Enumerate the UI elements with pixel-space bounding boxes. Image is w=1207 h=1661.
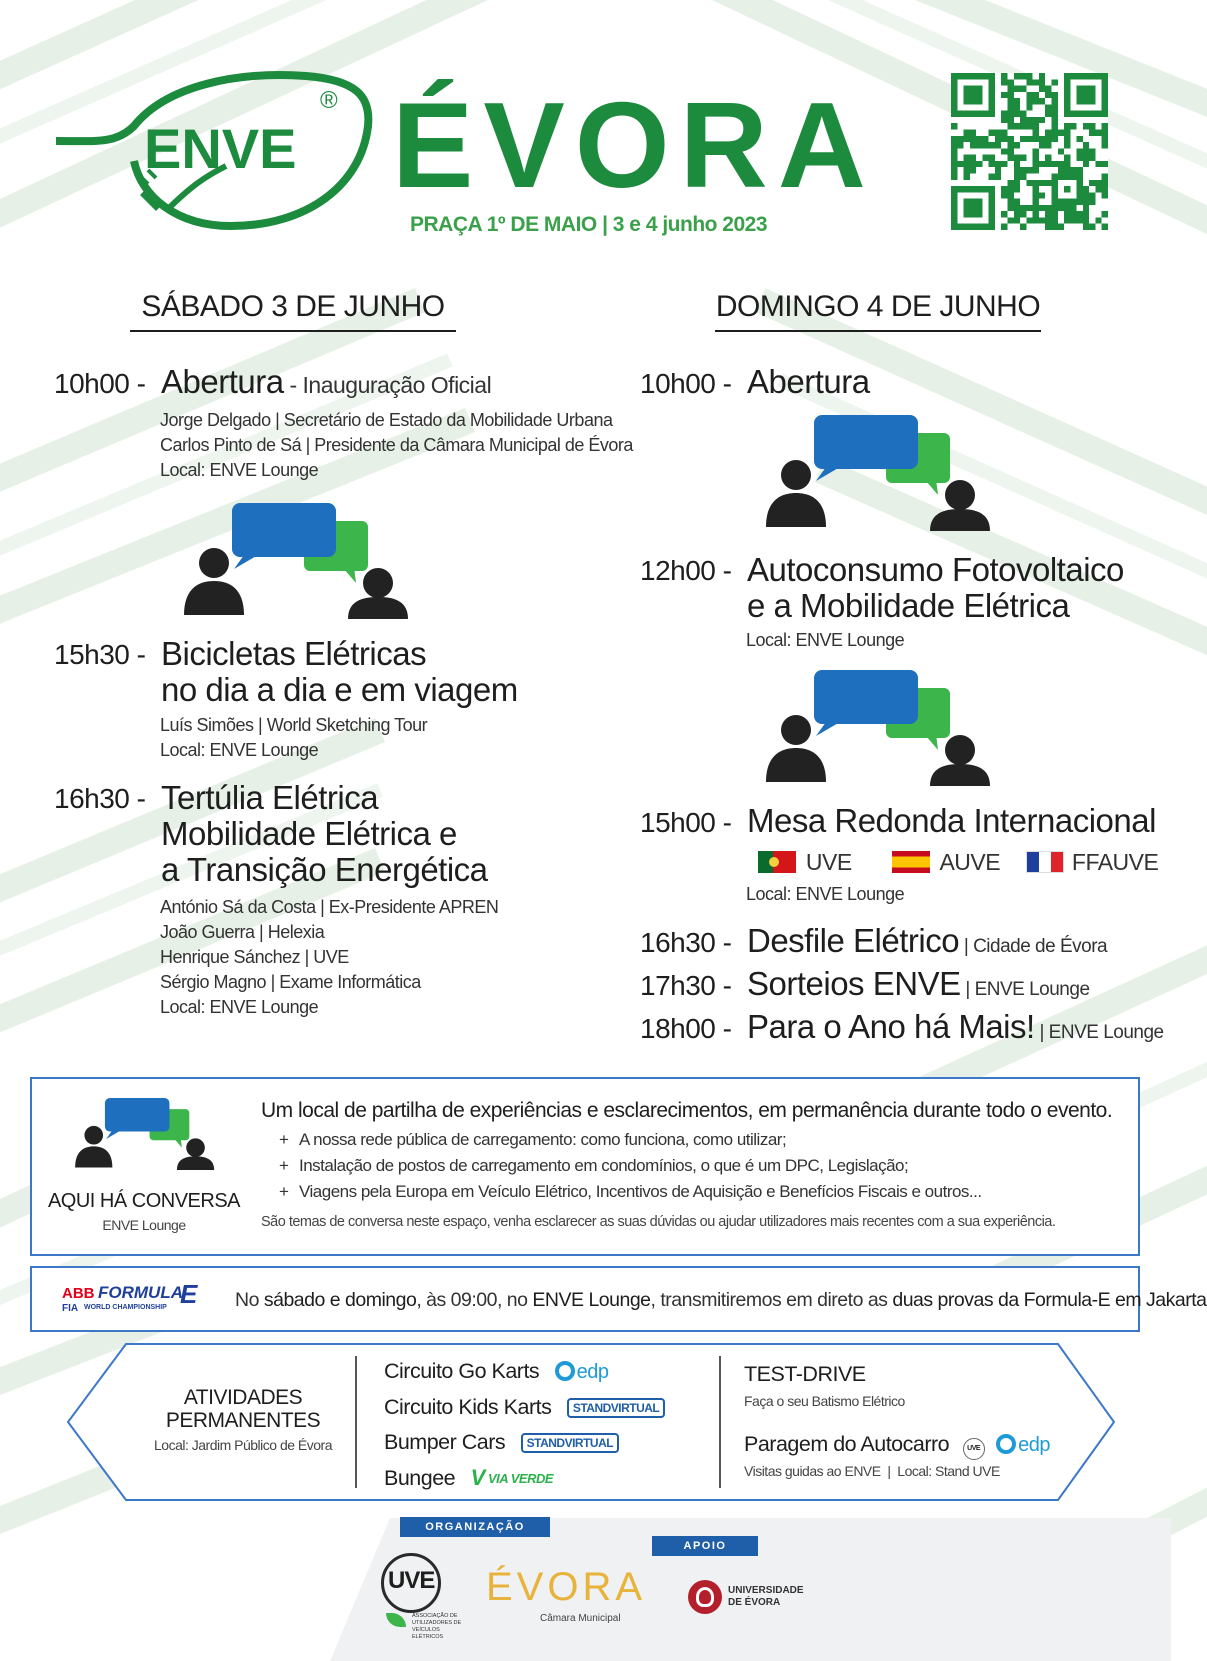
france-flag-icon	[1026, 851, 1064, 873]
sun-event-6	[747, 1009, 1164, 1045]
sun-event-3-details	[746, 882, 904, 907]
spain-flag-icon	[892, 851, 930, 873]
test-drive-sub: Faça o seu Batismo Elétrico	[744, 1393, 905, 1409]
org-auve: AUVE	[939, 849, 1001, 875]
detail-line: Local: ENVE Lounge	[160, 997, 319, 1017]
formula-e-logo: ABB FORMULA E FIA WORLD CHAMPIONSHIP	[62, 1279, 198, 1314]
conversation-icon	[184, 503, 414, 624]
sun-time-3: 15h00 -	[640, 807, 732, 838]
detail-line: Luís Simões | World Sketching Tour	[160, 715, 428, 735]
test-drive-title: TEST-DRIVE	[744, 1362, 866, 1386]
sat-event-2-title	[161, 636, 518, 708]
via-verde-logo: V VIA VERDE	[470, 1465, 554, 1490]
sat-event-1-title: Abertura	[161, 363, 284, 400]
title-line: e a Mobilidade Elétrica	[747, 587, 1070, 624]
conversa-label: AQUI HÁ CONVERSA	[47, 1190, 241, 1212]
org-ffauve: FFAUVE	[1071, 849, 1159, 875]
detail-line: João Guerra | Helexia	[160, 922, 325, 942]
uve-small-logo: UVE	[963, 1438, 985, 1460]
title-line: Bicicletas Elétricas	[161, 635, 427, 672]
detail-line: Local: ENVE Lounge	[746, 630, 905, 650]
conversa-headline: Um local de partilha de experiências e esclarecimentos, em permanência durante todo o evento.	[261, 1099, 1113, 1122]
sun-time-1: 10h00 -	[640, 368, 732, 399]
list-item: + A nossa rede pública de carregamento: como funciona, como utilizar;	[279, 1130, 787, 1149]
activities-location: Local: Jardim Público de Évora	[154, 1437, 332, 1453]
list-item: + Instalação de postos de carregamento em condomínios, o que é um DPC, Legislação;	[279, 1156, 909, 1175]
sun-event-4-place: | Cidade de Évora	[959, 936, 1108, 957]
list-item: Circuito Kids Karts STANDVIRTUAL	[384, 1390, 665, 1425]
org-tag: ORGANIZAÇÃO	[400, 1517, 550, 1537]
sunday-rule	[715, 330, 1041, 332]
detail-line: Sérgio Magno | Exame Informática	[160, 972, 421, 992]
detail-line: Local: ENVE Lounge	[160, 740, 319, 760]
sat-time-1: 10h00 -	[54, 368, 146, 399]
apoio-tag: APOIO	[652, 1536, 758, 1556]
sat-time-2: 15h30 -	[54, 639, 146, 670]
title-line: Autoconsumo Fotovoltaico	[747, 551, 1124, 588]
sat-event-1-details	[160, 408, 633, 483]
activities-list	[384, 1354, 665, 1496]
sun-time-5: 17h30 -	[640, 970, 732, 1001]
sun-event-5-title: Sorteios ENVE	[747, 965, 961, 1002]
sun-event-6-place: | ENVE Lounge	[1034, 1022, 1164, 1043]
event-title: ÉVORA	[392, 77, 876, 213]
universidade-evora-name: UNIVERSIDADE DE ÉVORA	[728, 1585, 804, 1608]
sun-event-2-details	[746, 628, 904, 653]
standvirtual-logo: STANDVIRTUAL	[521, 1433, 619, 1453]
list-item: + Viagens pela Europa em Veículo Elétrico, Incentivos de Aquisição e Benefícios Fiscais e outros...	[279, 1182, 982, 1201]
sun-time-2: 12h00 -	[640, 555, 732, 586]
qr-code[interactable]	[951, 73, 1108, 230]
evora-camara-sub: Câmara Municipal	[540, 1613, 621, 1624]
saturday-rule	[130, 330, 456, 332]
universidade-evora-logo	[688, 1580, 722, 1614]
list-item: Bungee V VIA VERDE	[384, 1460, 665, 1496]
enve-wordmark: ENVE	[144, 117, 297, 180]
conversa-sublabel: ENVE Lounge	[102, 1217, 186, 1233]
sat-time-3: 16h30 -	[54, 783, 146, 814]
conversation-icon	[766, 415, 996, 536]
detail-line: Henrique Sánchez | UVE	[160, 947, 349, 967]
sunday-heading: DOMINGO 4 DE JUNHO	[715, 290, 1041, 323]
sat-event-1	[161, 364, 491, 400]
detail-line: Local: ENVE Lounge	[160, 460, 319, 480]
roundtable-orgs	[758, 849, 1158, 876]
uve-logo: UVE ASSOCIAÇÃO DE UTILIZADORES DE VEÍCULOS ELÉTRICOS	[378, 1553, 468, 1653]
evora-camara-logo: ÉVORA	[486, 1565, 647, 1609]
title-line: no dia a dia e em viagem	[161, 671, 518, 708]
sun-event-2-title	[747, 552, 1124, 624]
title-line: a Transição Energética	[161, 851, 488, 888]
event-subtitle: PRAÇA 1º DE MAIO | 3 e 4 junho 2023	[410, 213, 768, 236]
sun-event-4-title: Desfile Elétrico	[747, 922, 960, 959]
sun-event-1-title: Abertura	[747, 363, 870, 400]
standvirtual-logo: STANDVIRTUAL	[567, 1398, 665, 1418]
list-item: Circuito Go Karts edp	[384, 1354, 665, 1390]
paragem-title: Paragem do Autocarro UVE edp	[744, 1432, 1050, 1460]
enve-logo	[56, 66, 382, 236]
sun-event-3-title: Mesa Redonda Internacional	[747, 802, 1156, 839]
sun-event-5-place: | ENVE Lounge	[960, 979, 1090, 1000]
title-line: Mobilidade Elétrica e	[161, 815, 457, 852]
sun-event-5	[747, 966, 1090, 1002]
conversa-footer: São temas de conversa neste espaço, venha esclarecer as suas dúvidas ou ajudar utilizadores mais recentes com a sua experiência.	[261, 1214, 1056, 1230]
edp-logo: edp	[555, 1354, 609, 1390]
sun-time-6: 18h00 -	[640, 1013, 732, 1044]
sat-event-3-details	[160, 895, 498, 1020]
sun-time-4: 16h30 -	[640, 927, 732, 958]
formula-text: No sábado e domingo, às 09:00, no ENVE Lounge, transmitiremos em direto as duas provas da Formula-E em Jakarta	[235, 1289, 1207, 1311]
detail-line: António Sá da Costa | Ex-Presidente APREN	[160, 897, 499, 917]
sun-event-4	[747, 923, 1107, 959]
sun-event-6-title: Para o Ano há Mais!	[747, 1008, 1035, 1045]
activities-heading: ATIVIDADES PERMANENTES	[165, 1386, 321, 1432]
sat-event-3-title	[161, 780, 488, 888]
detail-line: Jorge Delgado | Secretário de Estado da Mobilidade Urbana	[160, 410, 613, 430]
conversation-icon	[74, 1098, 219, 1175]
paragem-sub: Visitas guidas ao ENVE | Local: Stand UVE	[744, 1463, 1000, 1479]
sat-event-1-suffix: - Inauguração Oficial	[283, 372, 492, 398]
sat-event-2-details	[160, 713, 427, 763]
org-uve: UVE	[805, 849, 852, 875]
portugal-flag-icon	[758, 851, 796, 873]
title-line: Tertúlia Elétrica	[161, 779, 379, 816]
edp-logo: edp	[996, 1432, 1050, 1457]
conversa-bullets	[261, 1127, 982, 1205]
registered-mark: ®	[320, 87, 338, 114]
detail-line: Local: ENVE Lounge	[746, 884, 905, 904]
list-item: Bumper Cars STANDVIRTUAL	[384, 1425, 665, 1460]
conversation-icon	[766, 670, 996, 791]
detail-line: Carlos Pinto de Sá | Presidente da Câmara Municipal de Évora	[160, 435, 633, 455]
saturday-heading: SÁBADO 3 DE JUNHO	[141, 290, 445, 323]
